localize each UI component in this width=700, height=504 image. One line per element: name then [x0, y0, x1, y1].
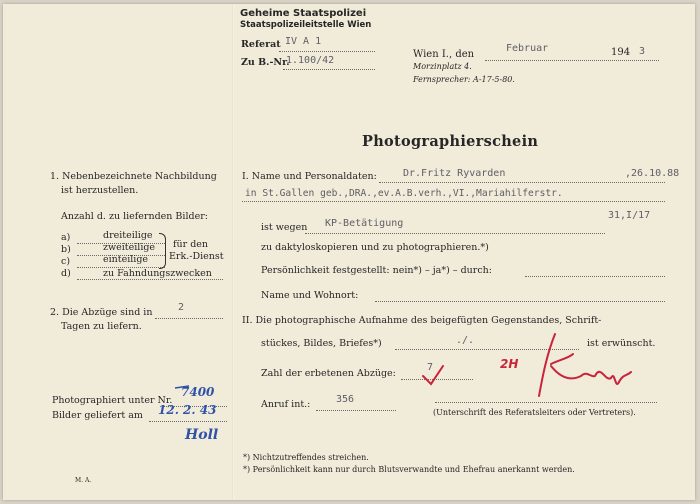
count-label: Anzahl d. zu liefernden Bilder: [61, 211, 208, 222]
phone: Fernsprecher: A-17-5-80. [413, 75, 515, 84]
left-item1-line1: 1. Nebenbezeichnete Nachbildung [50, 171, 217, 182]
because-label: ist wegen [261, 222, 308, 233]
birth-value: ,26.10.88 [625, 168, 680, 179]
opt-b: b) [61, 244, 71, 255]
opt-c: c) [61, 256, 71, 267]
document-page [3, 4, 695, 500]
ink-marks [3, 4, 695, 500]
opt-b-text: zweiteilige [103, 242, 156, 253]
identity-label: Persönlichkeit festgestellt: nein*) – ja*) – durch: [261, 265, 492, 276]
photographed-label: Photographiert unter Nr. [52, 395, 173, 406]
left-item2-line2: Tagen zu liefern. [61, 321, 142, 332]
date-month: Februar [506, 43, 549, 54]
photographed-value: 7400 [181, 385, 215, 399]
item1-label: I. Name und Personaldaten: [242, 171, 377, 182]
form-title: Photographierschein [362, 133, 539, 150]
copies-label: Zahl der erbetenen Abzüge: [261, 368, 396, 379]
opt-d: d) [61, 268, 71, 279]
opt-a-text: dreiteilige [103, 230, 153, 241]
note-1: *) Nichtzutreffendes streichen. [243, 453, 369, 462]
item2-line2-a: stückes, Bildes, Briefes*) [261, 338, 382, 349]
opt-d-text: zu Fahndungszwecken [103, 268, 212, 279]
referat-value: IV A 1 [285, 36, 322, 47]
because-value: KP-Betätigung [325, 218, 404, 229]
delivered-label: Bilder geliefert am [52, 410, 143, 421]
copies-value: 7 [427, 362, 434, 373]
purpose-line: zu daktyloskopieren und zu photographieren.*) [261, 242, 489, 253]
item2-line1: II. Die photographische Aufnahme des beigefügten Gegenstandes, Schrift- [242, 315, 602, 326]
item2-line2-value: ./. [456, 335, 475, 346]
name-value: Dr.Fritz Ryvarden [403, 168, 506, 179]
date-year-suffix: 3 [639, 46, 646, 57]
for-label-1: für den [173, 239, 209, 250]
item2-days-value: 2 [178, 302, 185, 313]
footer-mark: M. A. [75, 477, 92, 484]
red-initials: 2H [500, 357, 519, 371]
opt-c-text: einteilige [103, 254, 149, 265]
red-check-mark [423, 366, 443, 384]
signature-caption: (Unterschrift des Referatsleiters oder Vertreters). [433, 408, 636, 417]
blue-strike [175, 386, 189, 388]
left-item1-line2: ist herzustellen. [61, 185, 139, 196]
date-year-prefix: 194 [611, 47, 631, 58]
opt-a: a) [61, 232, 71, 243]
org-line-1: Geheime Staatspolizei [240, 8, 367, 19]
bnr-value: 1.100/42 [286, 55, 335, 66]
red-signature [539, 334, 631, 396]
line2-value: in St.Gallen geb.,DRA.,ev.A.B.verh.,VI.,Mariahilferstr. [245, 188, 563, 199]
note-2: *) Persönlichkeit kann nur durch Blutsverwandte und Ehefrau anerkannt werden. [243, 465, 575, 474]
initials-handwritten: Holl [185, 427, 219, 443]
delivered-value: 12. 2. 43 [158, 403, 217, 417]
call-value: 356 [336, 394, 355, 405]
line3-value: 31,I/17 [608, 210, 651, 221]
bnr-label: Zu B.-Nr. [241, 57, 290, 68]
call-label: Anruf int.: [261, 399, 311, 410]
left-item2-line1: 2. Die Abzüge sind in [50, 307, 153, 318]
city-label: Wien I., den [413, 49, 475, 60]
for-label-2: Erk.-Dienst [169, 251, 224, 262]
name-address-label: Name und Wohnort: [261, 290, 359, 301]
address: Morzinplatz 4. [413, 62, 472, 71]
org-line-2: Staatspolizeileitstelle Wien [240, 20, 372, 30]
item2-line2-b: ist erwünscht. [587, 338, 656, 349]
referat-label: Referat [241, 39, 281, 50]
